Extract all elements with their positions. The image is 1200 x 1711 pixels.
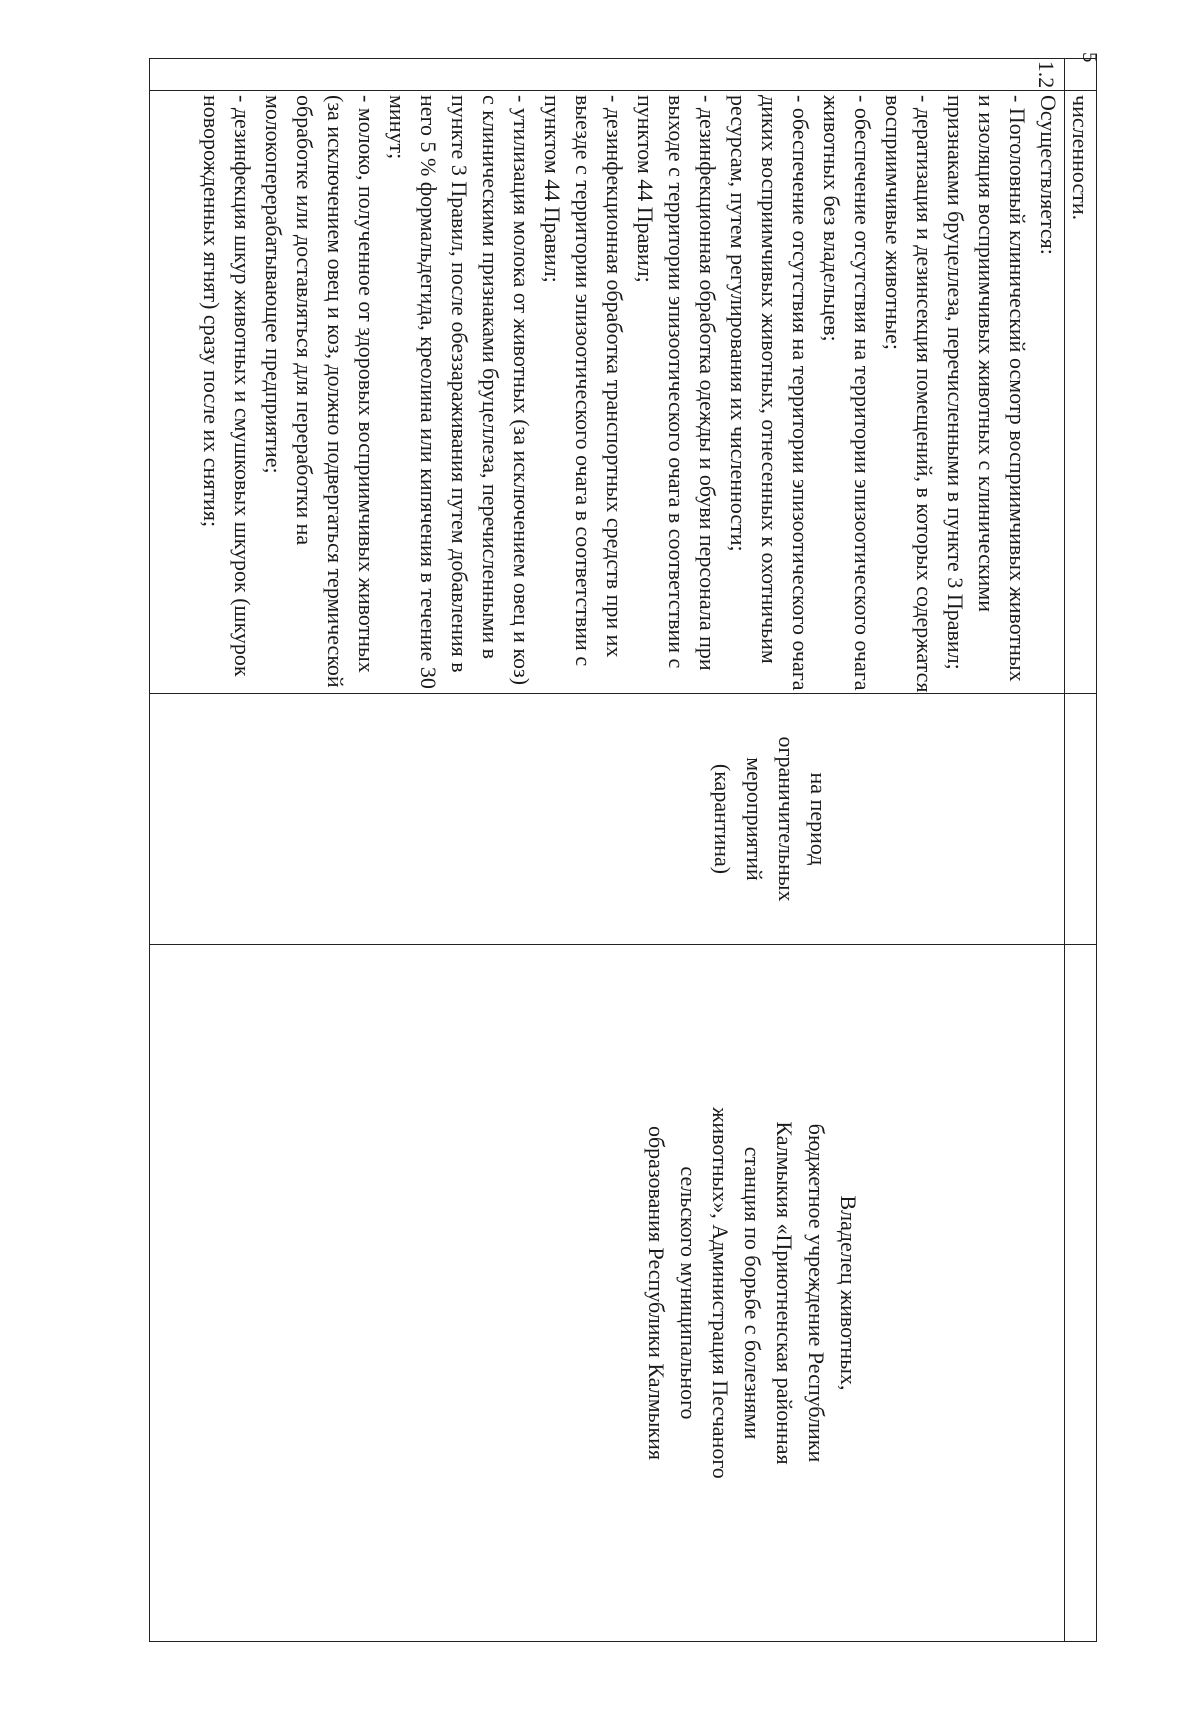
description-line: - дератизация и дезинсекция помещений, в которых содержатся	[912, 95, 937, 693]
description-line: Осуществляется:	[1036, 95, 1061, 255]
description-line: - утилизация молока от животных (за исключением овец и коз)	[509, 95, 534, 686]
responsible-line: Калмыкия «Приютненская районная	[772, 1121, 797, 1465]
description-line: - обеспечение отсутствия на территории эпизоотического очага	[850, 95, 875, 691]
description-line: с клиническими признаками бруцеллеза, перечисленными в	[478, 95, 503, 660]
responsible-line: образования Республики Калмыкия	[644, 1125, 669, 1461]
description-line: пунктом 44 Правил;	[633, 95, 658, 283]
description-lines	[196, 95, 1064, 693]
term-line: ограничительных	[774, 736, 799, 902]
description-line: - дезинфекционная обработка транспортных средств при их	[602, 95, 627, 658]
responsible-line: бюджетное учреждение Республики	[804, 1123, 829, 1463]
description-text: численности.	[1068, 95, 1093, 221]
table-row	[150, 59, 1065, 1642]
cell-responsible	[150, 945, 1065, 1642]
term-line: мероприятий	[742, 757, 767, 881]
page-number: 5	[1078, 52, 1102, 63]
term-line: (карантина)	[710, 763, 735, 875]
description-line: (за исключением овец и коз, должно подвергаться термической	[323, 95, 348, 688]
cell-term	[1065, 694, 1097, 945]
description-line: минут;	[385, 95, 410, 160]
description-line: восприимчивые животные;	[881, 95, 906, 351]
item-number: 1.2	[1034, 60, 1059, 89]
cell-description	[1065, 91, 1097, 694]
cell-description	[150, 91, 1065, 694]
description-line: диких восприимчивых животных, отнесенных к охотничьим	[757, 95, 782, 664]
description-line: выходе с территории эпизоотического очага в соответствии с	[664, 95, 689, 669]
responsible-line: Владелец животных,	[836, 1195, 861, 1391]
description-line: - обеспечение отсутствия на территории эпизоотического очага	[788, 95, 813, 691]
responsible-line: сельского муниципального	[676, 1166, 701, 1420]
term-text	[706, 694, 1064, 944]
measures-table	[149, 58, 1097, 1642]
description-line: животных без владельцев;	[819, 95, 844, 342]
responsible-line: животных», Администрация Песчаного	[708, 1107, 733, 1479]
description-line: молокоперерабатывающее предприятие;	[261, 95, 286, 474]
description-line: него 5 % формальдегида, креолина или кипячения в течение 30	[416, 95, 441, 689]
description-line: выезде с территории эпизоотического очага в соответствии с	[571, 95, 596, 667]
description-line: новорожденных ягнят) сразу после их снятия;	[199, 95, 224, 528]
rotated-table-wrapper	[149, 58, 1097, 1642]
description-line: ресурсам, путем регулирования их численности;	[726, 95, 751, 552]
description-line: - Поголовный клинический осмотр восприимчивых животных	[1005, 95, 1030, 682]
responsible-line: станция по борьбе с болезнями	[740, 1146, 765, 1440]
description-line: признаками бруцеллеза, перечисленными в пункте 3 Правил;	[943, 95, 968, 670]
description-line: пунктом 44 Правил;	[540, 95, 565, 283]
cell-number	[150, 59, 1065, 91]
description-line: пункте 3 Правил, после обеззараживания путем добавления в	[447, 95, 472, 673]
cell-number	[1065, 59, 1097, 91]
table-row	[1065, 59, 1097, 1642]
description-line: и изоляция восприимчивых животных с клиническими	[974, 95, 999, 613]
description-line: - молоко, полученное от здоровых восприимчивых животных	[354, 95, 379, 673]
description-line: - дезинфекционная обработка одежды и обуви персонала при	[695, 95, 720, 671]
responsible-text	[640, 945, 1064, 1641]
term-line: на период	[806, 772, 831, 866]
cell-term	[150, 694, 1065, 945]
description-line: обработке или доставляться для переработки на	[292, 95, 317, 546]
description-line: - дезинфекция шкур животных и смушковых шкурок (шкурок	[230, 95, 255, 677]
cell-responsible	[1065, 945, 1097, 1642]
